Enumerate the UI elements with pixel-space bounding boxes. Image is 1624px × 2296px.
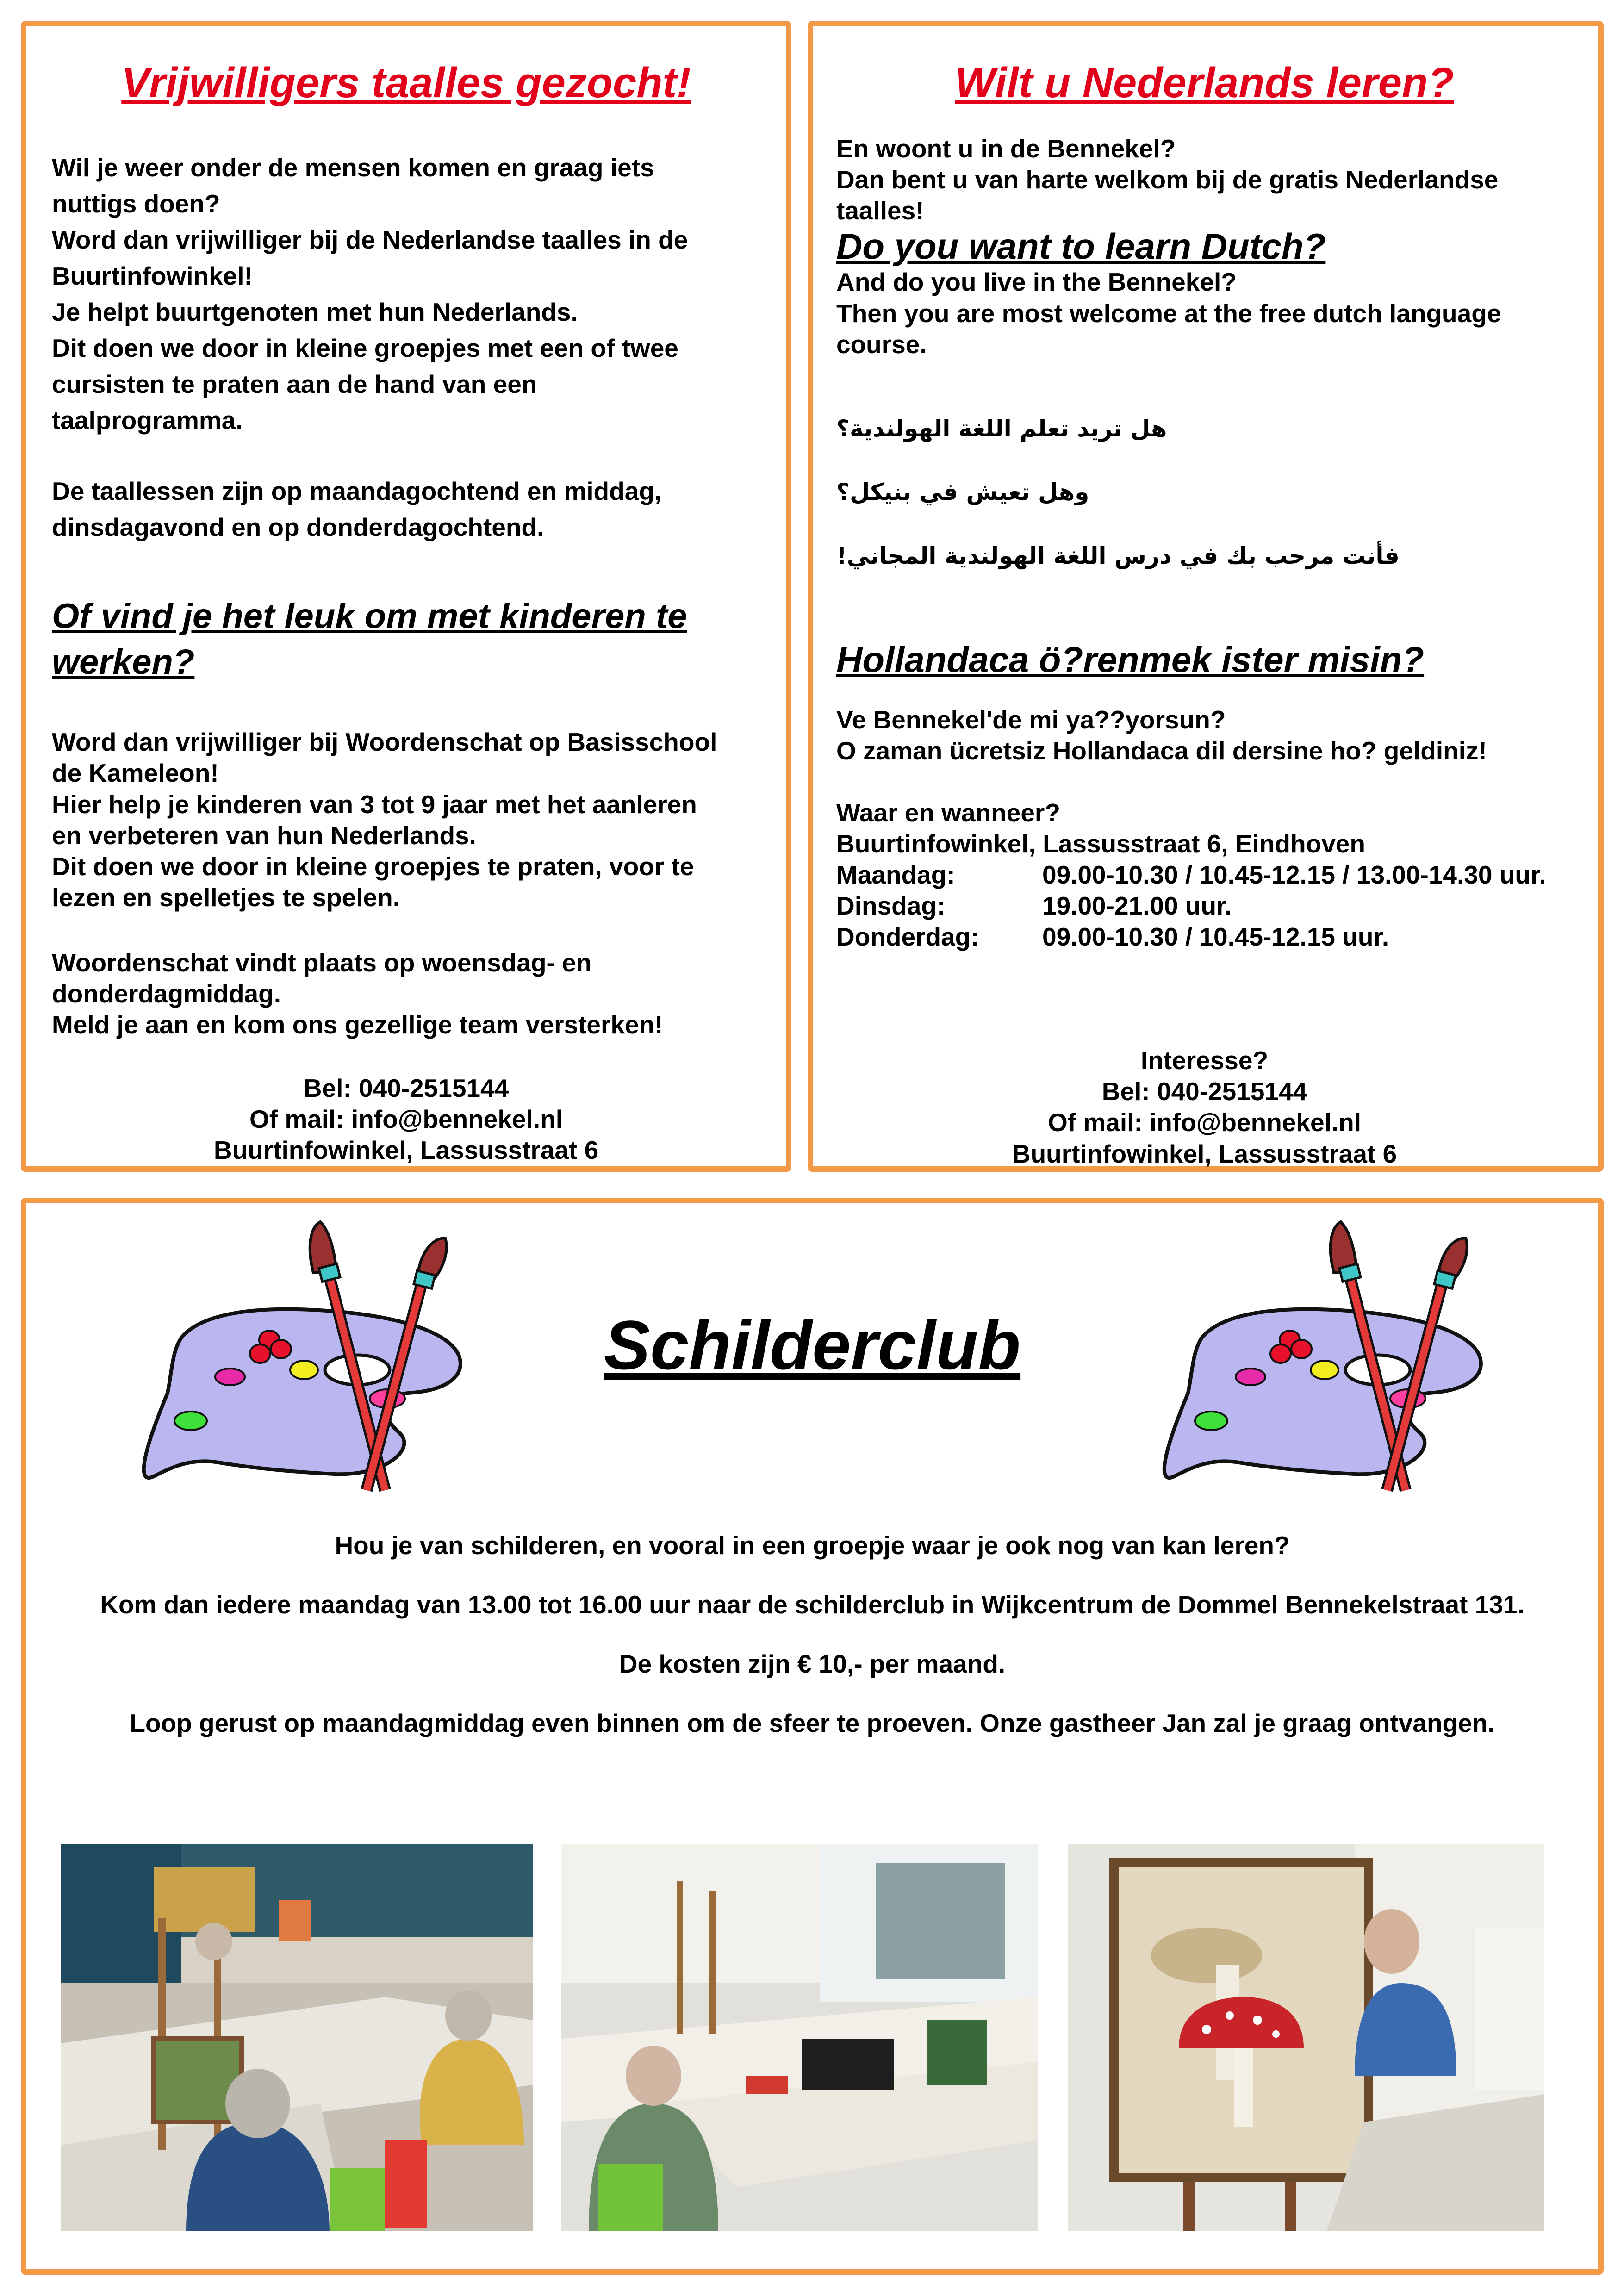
interest-label: Interesse?	[1140, 1046, 1269, 1075]
address: Buurtinfowinkel, Lassusstraat 6, Eindhoven	[836, 829, 1365, 858]
text-line: Ve Bennekel'de mi ya??yorsun?	[836, 705, 1226, 734]
painting-club-title: Schilderclub	[604, 1306, 1021, 1384]
painting-club-panel	[21, 1198, 1604, 2275]
where-when-heading: Waar en wanneer?	[836, 798, 1060, 827]
text-line: Wil je weer onder de mensen komen en graag iets	[52, 153, 654, 182]
text-line: Hou je van schilderen, en vooral in een groepje waar je ook nog van kan leren?	[335, 1531, 1290, 1560]
painting-class-photo	[61, 1844, 533, 2231]
text-line: Word dan vrijwilliger bij Woordenschat op Basisschool	[52, 728, 717, 757]
text-line: وهل تعيش في بنيكل؟	[836, 479, 1089, 506]
volunteer-title: Vrijwilligers taalles gezocht!	[121, 59, 691, 106]
woordenschat-when	[52, 947, 760, 1040]
volunteer-intro	[52, 149, 760, 439]
text-line: Kom dan iedere maandag van 13.00 tot 16.00 uur naar de schilderclub in Wijkcentrum de Dommel Bennekelstraat 131.	[100, 1590, 1524, 1619]
text-line: Dit doen we door in kleine groepjes met een of twee	[52, 334, 678, 363]
kids-subtitle	[52, 594, 760, 685]
email-address: Of mail: info@bennekel.nl	[1047, 1108, 1362, 1137]
schedule-day: Dinsdag:	[836, 891, 946, 921]
email-address: Of mail: info@bennekel.nl	[249, 1105, 563, 1134]
schedule-time: 09.00-10.30 / 10.45-12.15 / 13.00-14.30 uur.	[1042, 860, 1546, 889]
text-line: Hier help je kinderen van 3 tot 9 jaar met het aanleren	[52, 790, 697, 819]
text-line: de Kameleon!	[52, 759, 219, 788]
text-line: Woordenschat vindt plaats op woensdag- en	[52, 948, 592, 977]
mushroom-painting-photo	[1068, 1844, 1544, 2231]
text-line: course.	[836, 330, 927, 359]
schedule-row	[836, 890, 1573, 921]
text-line: Dan bent u van harte welkom bij de gratis Nederlandse	[836, 165, 1499, 194]
turkish-intro	[836, 704, 1573, 766]
address: Buurtinfowinkel, Lassusstraat 6	[213, 1136, 599, 1165]
schedule-time: 09.00-10.30 / 10.45-12.15 uur.	[1042, 922, 1389, 952]
text-line: Then you are most welcome at the free dutch language	[836, 299, 1501, 328]
dutch-lessons-panel	[808, 21, 1604, 1172]
text-line: en verbeteren van hun Nederlands.	[52, 821, 476, 850]
text-line: Loop gerust op maandagmiddag even binnen om de sfeer te proeven. Onze gastheer Jan zal je graag ontvangen.	[130, 1709, 1495, 1738]
text-line: Je helpt buurtgenoten met hun Nederlands.	[52, 298, 578, 327]
english-subtitle: Do you want to learn Dutch?	[836, 226, 1326, 267]
schedule-row	[836, 859, 1573, 890]
text-line: Dit doen we door in kleine groepjes te praten, voor te	[52, 852, 694, 881]
dutch-intro	[836, 133, 1573, 226]
text-line: Meld je aan en kom ons gezellige team versterken!	[52, 1010, 663, 1039]
text-line: O zaman ücretsiz Hollandaca dil dersine ho? geldiniz!	[836, 736, 1487, 765]
schedule-day: Donderdag:	[836, 922, 979, 952]
dutch-contact	[836, 1045, 1573, 1169]
schedule-row	[836, 921, 1573, 952]
text-line: هل تريد تعلم اللغة الهولندية؟	[836, 415, 1167, 442]
dutch-lessons-title: Wilt u Nederlands leren?	[955, 59, 1454, 106]
lesson-schedule-text	[52, 473, 760, 545]
volunteer-contact	[52, 1073, 760, 1166]
text-line: donderdagmiddag.	[52, 979, 281, 1008]
text-line: De kosten zijn € 10,- per maand.	[619, 1649, 1006, 1679]
kids-text	[52, 727, 760, 913]
painting-class-photo	[561, 1844, 1038, 2231]
text-line: En woont u in de Bennekel?	[836, 134, 1176, 163]
text-line: taalprogramma.	[52, 406, 243, 435]
volunteer-panel	[21, 21, 791, 1172]
painting-club-text	[26, 1527, 1598, 1764]
turkish-subtitle: Hollandaca ö?renmek ister misin?	[836, 639, 1425, 680]
schedule-time: 19.00-21.00 uur.	[1042, 891, 1232, 921]
text-line: nuttigs doen?	[52, 189, 220, 218]
subtitle-line: werken?	[52, 642, 195, 682]
phone-number: Bel: 040-2515144	[303, 1074, 509, 1103]
text-line: De taallessen zijn op maandagochtend en middag,	[52, 476, 662, 505]
text-line: dinsdagavond en op donderdagochtend.	[52, 512, 544, 541]
text-line: lezen en spelletjes te spelen.	[52, 883, 400, 912]
text-line: فأنت مرحب بك في درس اللغة الهولندية المجاني!	[836, 542, 1400, 569]
address: Buurtinfowinkel, Lassusstraat 6	[1012, 1139, 1397, 1168]
text-line: Buurtinfowinkel!	[52, 261, 253, 291]
palette-icon	[1146, 1217, 1498, 1495]
text-line: cursisten te praten aan de hand van een	[52, 370, 537, 399]
phone-number: Bel: 040-2515144	[1101, 1077, 1307, 1106]
text-line: taalles!	[836, 196, 924, 225]
schedule-day: Maandag:	[836, 860, 955, 889]
lesson-schedule	[836, 859, 1573, 952]
text-line: And do you live in the Bennekel?	[836, 268, 1237, 297]
english-intro	[836, 267, 1573, 360]
arabic-intro	[836, 409, 1573, 577]
subtitle-line: Of vind je het leuk om met kinderen te	[52, 596, 687, 636]
text-line: Word dan vrijwilliger bij de Nederlandse taalles in de	[52, 225, 688, 254]
